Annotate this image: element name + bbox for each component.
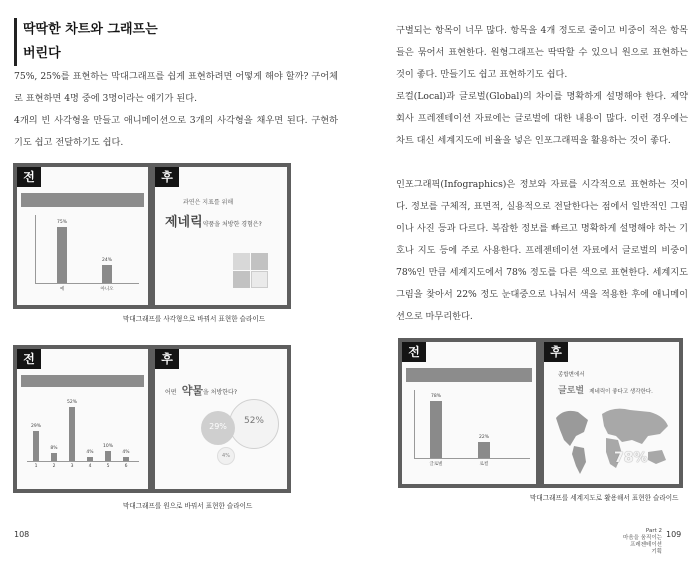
part-label: Part 2 마음을 움직이는 프레젠테이션 기획 <box>623 528 662 555</box>
figure2-frame <box>13 345 291 493</box>
x-axis <box>27 461 139 462</box>
bubble-medium: 29% <box>201 411 235 445</box>
figure1-before-slide <box>17 167 148 305</box>
chart-bar <box>51 453 57 461</box>
left-paragraph-1: 75%, 25%를 표현하는 막대그래프를 쉽게 표현하려면 어떻게 해야 할까? 구어체로 표현하면 4명 중에 3명이라는 얘기가 된다. <box>14 71 338 104</box>
figure3-after-slide <box>544 342 679 484</box>
y-axis <box>35 215 36 283</box>
before-tag: 전 <box>402 342 426 362</box>
square-1 <box>233 253 250 270</box>
bubble-large: 52% <box>229 399 279 449</box>
after-question: 어떤 약물을 처방한다? <box>165 384 238 397</box>
right-paragraph-3: 인포그래픽(Infographics)은 정보와 자료를 시각적으로 표현하는 것이다. 정보를 구체적, 표면적, 실용적으로 전달한다는 점에서 일반적인 그림이나 사진 등과 다르다. 복잡한 정보를 빠르고 명확하게 설명해야 하는 기호나 지도 등에 주로 사용한다. 프레젠테이션 자료에서 글로벌의 비중이 78%인 만큼 세계지도에서 78% 정도를 다른 색으로 표현한다. 세계지도 그림을 찾아서 22% 정도 눈대중으로 나눠서 색을 적용한 후에 애니메이션으로 마무리한다. <box>396 179 688 322</box>
figure3-before-slide <box>402 342 536 484</box>
x-axis <box>35 283 139 284</box>
figure3-frame <box>398 338 683 488</box>
figure1-after-slide <box>155 167 287 305</box>
after-tag: 후 <box>544 342 568 362</box>
figure2-caption: 막대그래프를 원으로 바꿔서 표현한 슬라이드 <box>123 502 253 510</box>
square-4 <box>251 271 268 288</box>
after-title: 제네릭약품을 처방한 경험은? <box>165 215 262 230</box>
figure2-after-slide <box>155 349 287 489</box>
bar-category-label: 4 <box>88 464 92 469</box>
after-value: 78% <box>614 450 648 466</box>
bar-value-label: 75% <box>56 219 67 225</box>
slide-title-bar <box>21 193 144 207</box>
bar-category-label: 글로벌 <box>429 462 443 467</box>
chart-bar <box>123 457 129 461</box>
square-3 <box>233 271 250 288</box>
after-title-small: 과연은 지표를 위해 <box>183 199 234 206</box>
bubble-small: 4% <box>217 447 235 465</box>
slide-title-bar <box>406 368 532 382</box>
bar-value-label: 8% <box>50 445 58 451</box>
page-number: 109 <box>666 530 682 539</box>
y-axis <box>414 390 415 458</box>
left-paragraph-2: 4개의 빈 사각형을 만들고 애니메이션으로 3개의 사각형을 채우면 된다. 구현하기도 쉽고 전달하기도 쉽다. <box>14 115 338 148</box>
figure2-before-slide <box>17 349 148 489</box>
bar-value-label: 10% <box>102 443 113 449</box>
square-2 <box>251 253 268 270</box>
chart-bar <box>87 457 93 461</box>
page-number: 108 <box>14 530 30 539</box>
world-map-icon <box>550 400 674 478</box>
figure1-caption: 막대그래프를 사각형으로 바꿔서 표현한 슬라이드 <box>123 315 266 323</box>
chart-bar <box>478 442 490 458</box>
bar-value-label: 4% <box>122 449 130 455</box>
figure1-frame <box>13 163 291 309</box>
slide-title-bar <box>21 375 144 387</box>
bar-category-label: 아니오 <box>100 287 114 292</box>
section-heading: 딱딱한 차트와 그래프는 버린다 <box>14 18 158 66</box>
bar-category-label: 6 <box>124 464 128 469</box>
bar-category-label: 1 <box>34 464 38 469</box>
after-tag: 후 <box>155 167 179 187</box>
before-tag: 전 <box>17 167 41 187</box>
bar-category-label: 5 <box>106 464 110 469</box>
chart-bar <box>33 431 39 461</box>
bar-category-label: 3 <box>70 464 74 469</box>
after-tag: 후 <box>155 349 179 369</box>
right-paragraph-1: 구별되는 항목이 너무 많다. 항목을 4개 정도로 줄이고 비중이 적은 항목들은 묶어서 표현한다. 원형그래프는 딱딱할 수 있으니 원으로 표현하는 것이 좋다. 만들기도 쉽고 표현하기도 쉽다. <box>396 25 688 80</box>
x-axis <box>414 458 530 459</box>
chart-bar <box>57 227 67 283</box>
bar-value-label: 78% <box>430 394 441 400</box>
after-line-2: 글로벌 제네릭이 좋다고 생각한다. <box>558 386 653 396</box>
bar-value-label: 22% <box>478 435 489 441</box>
bar-category-label: 2 <box>52 464 56 469</box>
right-page <box>350 0 700 581</box>
right-paragraph-2: 로컬(Local)과 글로벌(Global)의 차이를 명확하게 설명해야 한다. 제약회사 프레젠테이션 자료에는 글로벌에 대한 내용이 많다. 이런 경우에는 차트 대신 세계지도에 비율을 넣은 인포그래픽을 활용하는 것이 좋다. <box>396 91 688 146</box>
bar-value-label: 4% <box>86 449 94 455</box>
after-line-1: 종합변에서 <box>558 372 585 378</box>
bar-value-label: 24% <box>101 258 112 263</box>
figure3-caption: 막대그래프를 세계지도로 활용해서 표현한 슬라이드 <box>530 494 679 502</box>
bar-category-label: 로컬 <box>479 462 489 467</box>
chart-bar <box>102 265 112 283</box>
chart-bar <box>430 401 442 458</box>
chart-bar <box>69 407 75 461</box>
before-tag: 전 <box>17 349 41 369</box>
chart-bar <box>105 451 111 461</box>
bar-category-label: 예 <box>59 287 65 292</box>
bar-value-label: 29% <box>30 424 41 430</box>
bar-value-label: 52% <box>66 400 77 406</box>
